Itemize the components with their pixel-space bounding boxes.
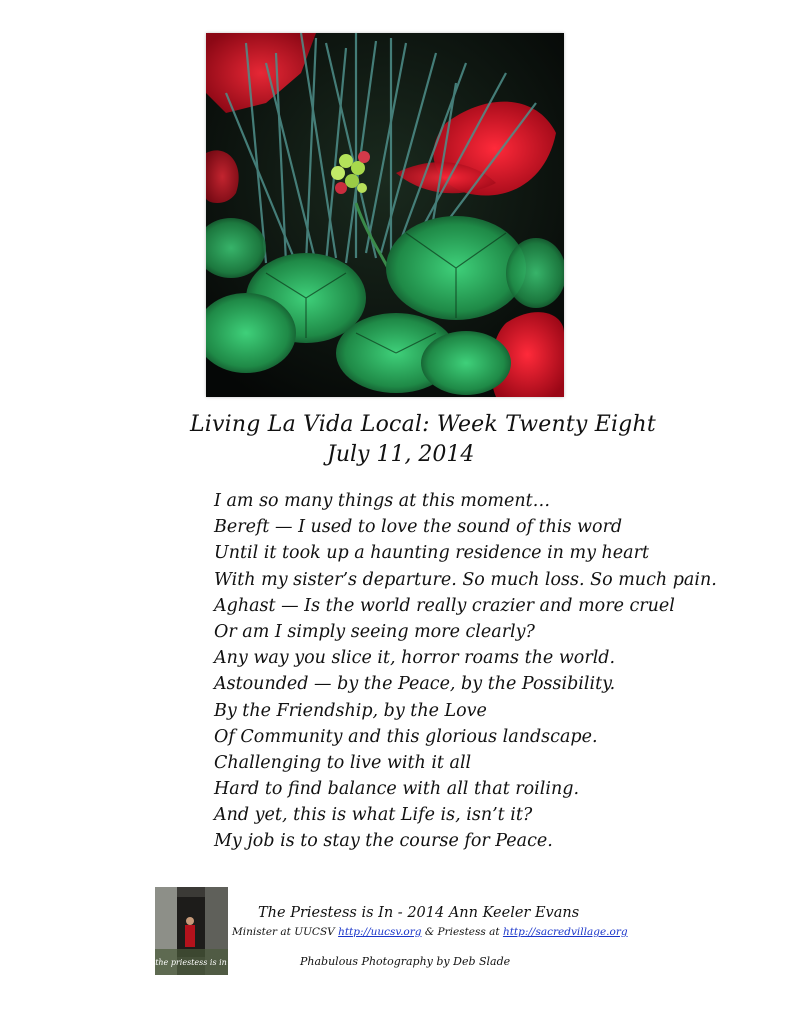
- poem-line: Or am I simply seeing more clearly?: [214, 621, 535, 642]
- photo-credit: Phabulous Photography by Deb Slade: [300, 955, 511, 968]
- priestess-thumbnail: [155, 887, 228, 975]
- poem-line: With my sister’s departure. So much loss. So much pain.: [214, 569, 717, 590]
- minister-line: [232, 926, 628, 938]
- poem-line: By the Friendship, by the Love: [214, 700, 487, 721]
- poem-line: Bereft — I used to love the sound of this word: [214, 517, 623, 538]
- minister-prefix: Minister at UUCSV: [232, 926, 339, 938]
- garden-photo: [206, 33, 564, 397]
- poem-line: Challenging to live with it all: [214, 752, 472, 773]
- poem-line: My job is to stay the course for Peace.: [214, 831, 553, 852]
- thumbnail-image: [155, 887, 228, 975]
- priestess-prefix: & Priestess at: [421, 926, 503, 938]
- poem-line: Astounded — by the Peace, by the Possibility.: [214, 674, 616, 695]
- poem-line: Until it took up a haunting residence in my heart: [214, 543, 649, 564]
- sacred-village-link[interactable]: http://sacredvillage.org: [502, 926, 628, 938]
- uucsv-link[interactable]: http://uucsv.org: [338, 926, 422, 938]
- photo-image: [206, 33, 564, 397]
- poem-line: Any way you slice it, horror roams the world.: [214, 648, 616, 669]
- poem-line: And yet, this is what Life is, isn’t it?: [214, 805, 533, 826]
- poem: [214, 488, 717, 855]
- thumbnail-caption: the priestess is in: [155, 958, 227, 967]
- poem-line: Aghast — Is the world really crazier and more cruel: [214, 595, 675, 616]
- page-date: July 11, 2014: [327, 442, 475, 467]
- credit-line: The Priestess is In - 2014 Ann Keeler Evans: [258, 905, 580, 921]
- poem-line: Of Community and this glorious landscape.: [214, 726, 598, 747]
- poem-line: Hard to find balance with all that roiling.: [214, 779, 580, 800]
- page-title: Living La Vida Local: Week Twenty Eight: [190, 412, 656, 437]
- poem-line: I am so many things at this moment…: [214, 491, 551, 511]
